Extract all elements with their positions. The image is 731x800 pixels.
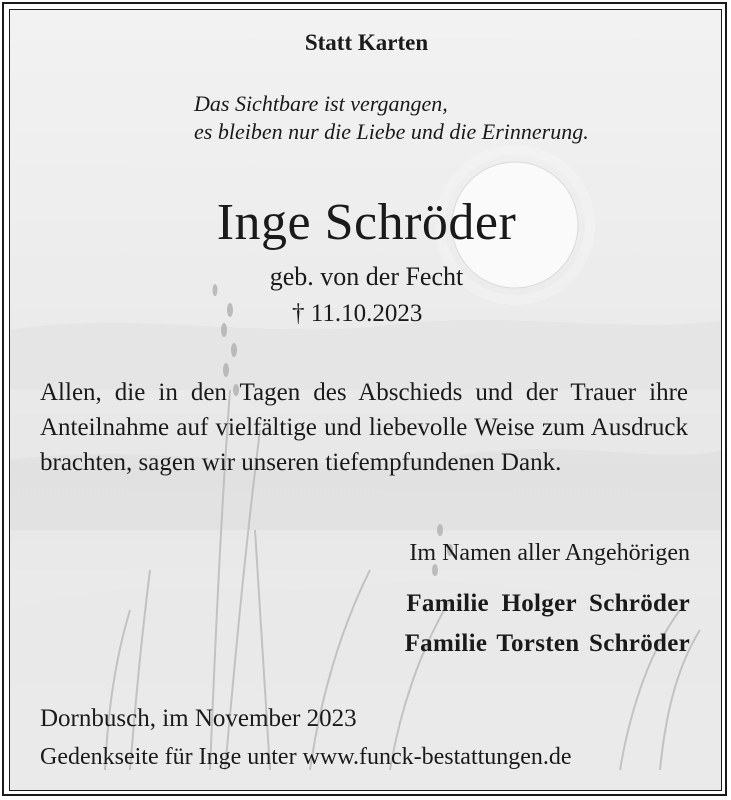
motto-line: Das Sichtbare ist vergangen, [194, 91, 448, 116]
motto-quote [194, 90, 589, 146]
death-date: † 11.10.2023 [292, 300, 423, 327]
obituary-notice [9, 9, 722, 791]
thanks-text: Allen, die in den Tagen des Abschieds und der Trauer ihre Anteilnahme auf vielfältige und liebevolle Weise zum Ausdruck brachten, sagen wir unseren tiefempfundenen Dank. [40, 379, 688, 476]
deceased-name: Inge Schröder [216, 194, 517, 251]
birth-name: geb. von der Fecht [269, 262, 464, 291]
family-name: Familie Holger Schröder [406, 590, 690, 617]
place-date: Dornbusch, im November 2023 [40, 705, 357, 732]
memorial-page-note: Gedenkseite für Inge unter www.funck-bestattungen.de [40, 744, 572, 770]
motto-line: es bleiben nur die Liebe und die Erinnerung. [194, 119, 589, 144]
signoff-intro: Im Namen aller Angehörigen [409, 540, 690, 566]
family-name: Familie Torsten Schröder [404, 630, 690, 657]
header-title: Statt Karten [304, 30, 429, 55]
